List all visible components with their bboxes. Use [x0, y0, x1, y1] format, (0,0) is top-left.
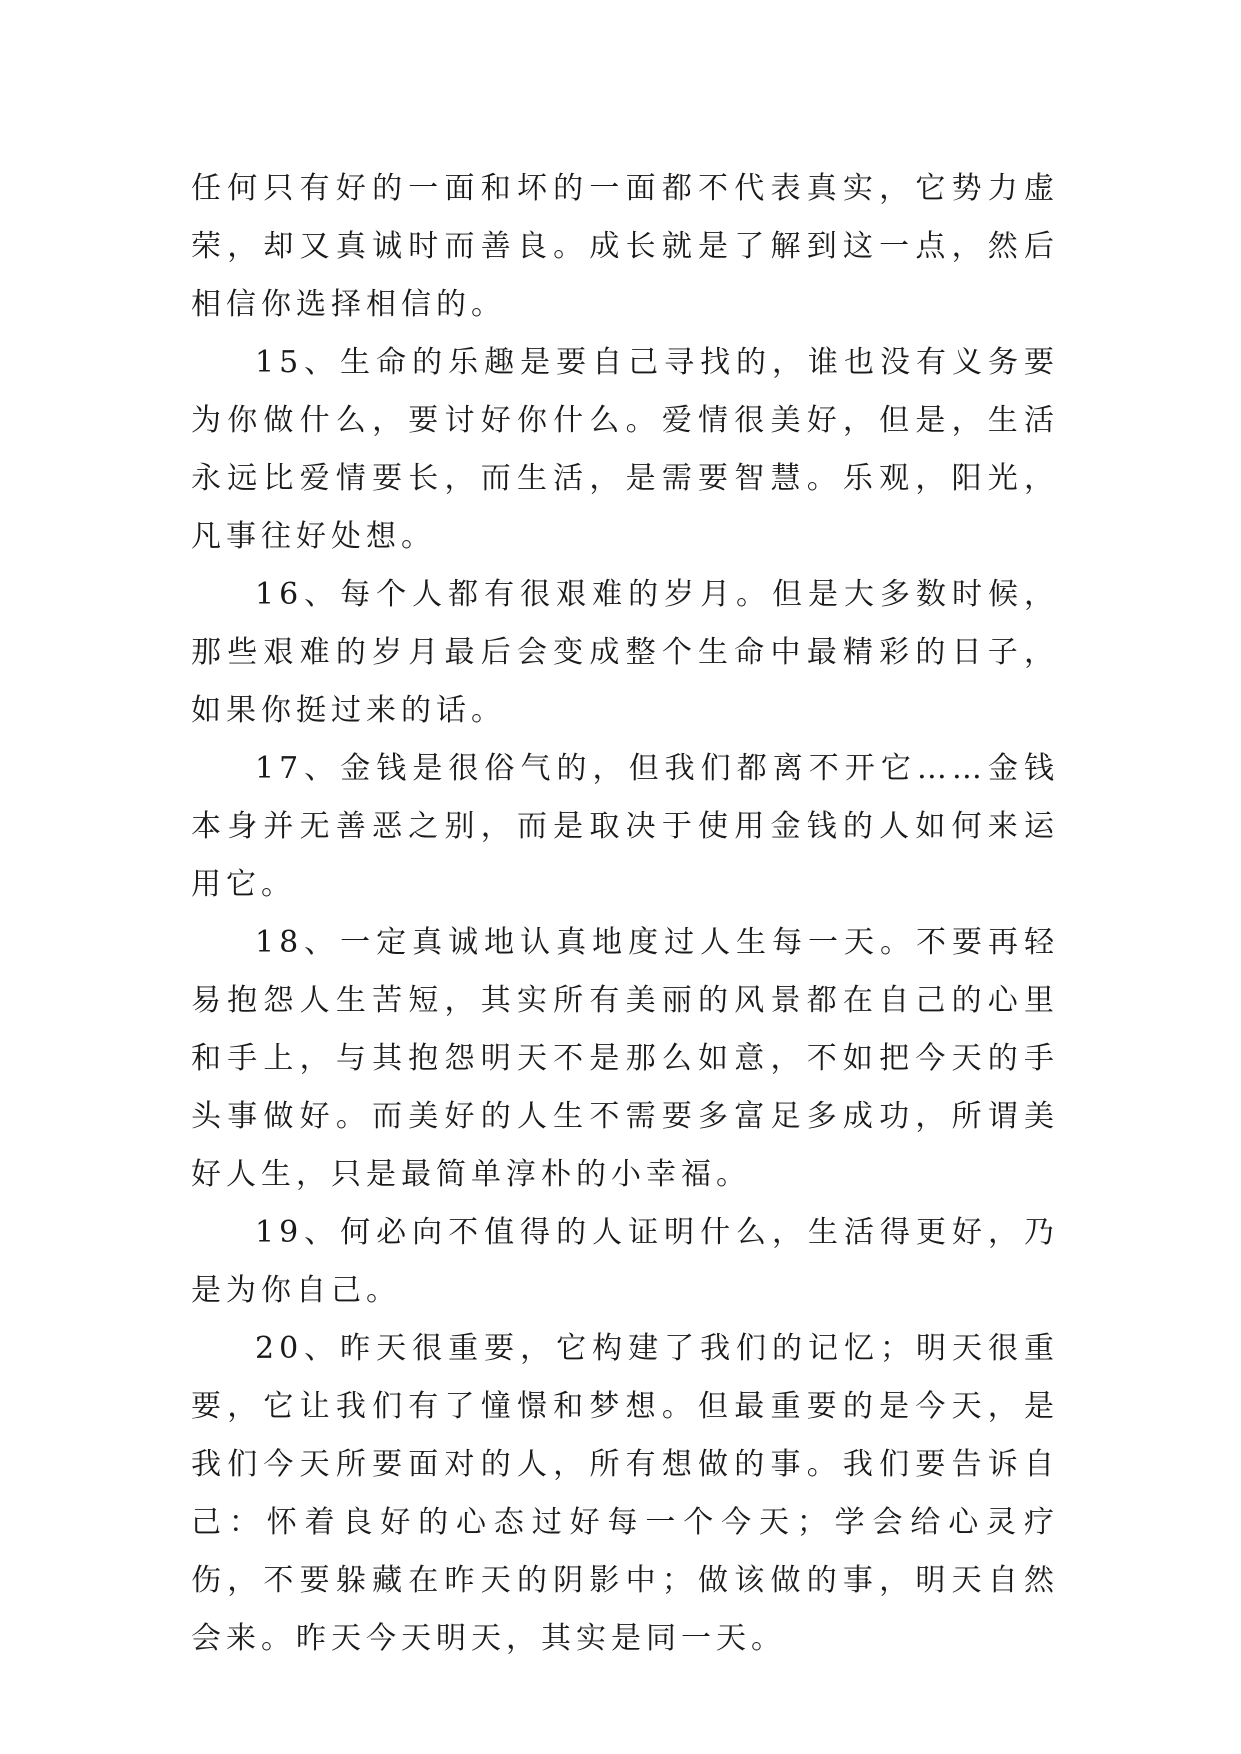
paragraph-17: 17、金钱是很俗气的，但我们都离不开它……金钱本身并无善恶之别，而是取决于使用金钱的人如何来运用它。 — [191, 751, 1059, 902]
paragraph-19: 19、何必向不值得的人证明什么，生活得更好，乃是为你自己。 — [191, 1215, 1059, 1308]
paragraph-20: 20、昨天很重要，它构建了我们的记忆；明天很重要，它让我们有了憧憬和梦想。但最重要的是今天，是我们今天所要面对的人，所有想做的事。我们要告诉自己：怀着良好的心态过好每一个今天；学会给心灵疗伤，不要躲藏在昨天的阴影中；做该做的事，明天自然会来。昨天今天明天，其实是同一天。 — [191, 1331, 1059, 1656]
document-body — [191, 160, 1059, 1668]
paragraph-15: 15、生命的乐趣是要自己寻找的，谁也没有义务要为你做什么，要讨好你什么。爱情很美好，但是，生活永远比爱情要长，而生活，是需要智慧。乐观，阳光，凡事往好处想。 — [191, 345, 1059, 554]
paragraph-18: 18、一定真诚地认真地度过人生每一天。不要再轻易抱怨人生苦短，其实所有美丽的风景都在自己的心里和手上，与其抱怨明天不是那么如意，不如把今天的手头事做好。而美好的人生不需要多富足多成功，所谓美好人生，只是最简单淳朴的小幸福。 — [191, 925, 1059, 1192]
paragraph-16: 16、每个人都有很艰难的岁月。但是大多数时候，那些艰难的岁月最后会变成整个生命中最精彩的日子，如果你挺过来的话。 — [191, 577, 1059, 728]
paragraph-continued: 任何只有好的一面和坏的一面都不代表真实，它势力虚荣，却又真诚时而善良。成长就是了解到这一点，然后相信你选择相信的。 — [191, 171, 1059, 322]
